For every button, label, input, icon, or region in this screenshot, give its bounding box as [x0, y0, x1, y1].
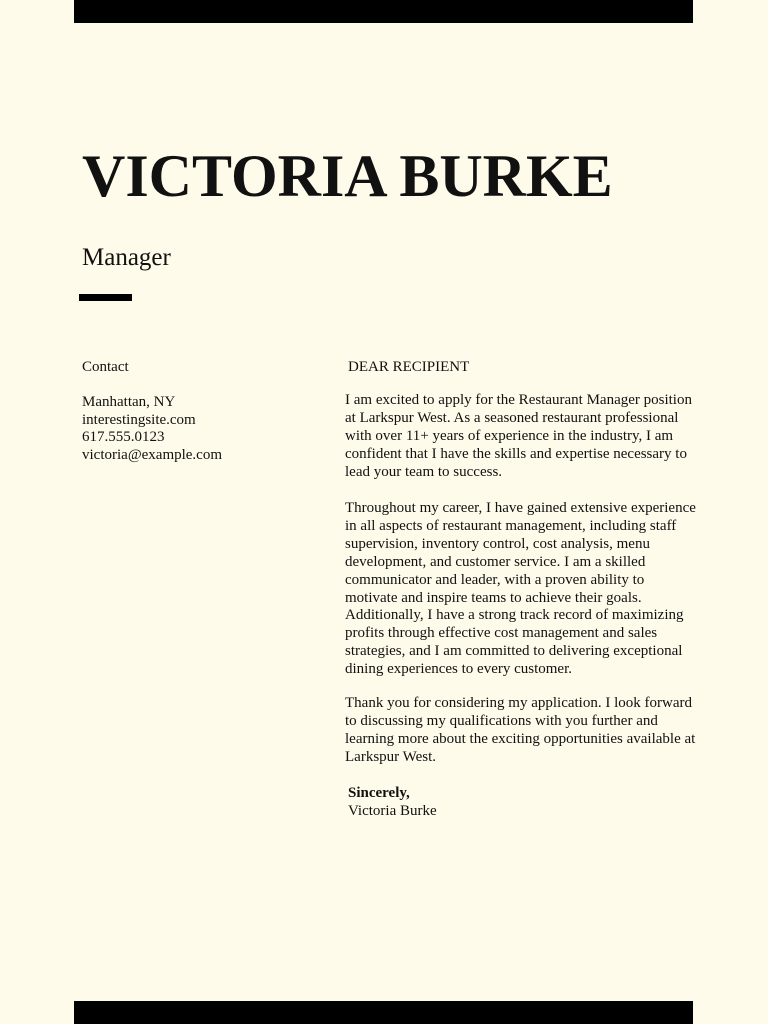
letter-paragraph-2: Throughout my career, I have gained extensive experience in all aspects of restaurant management, including staff supervision, inventory control, cost analysis, menu development, and customer service. I am a skilled communicator and leader, with a proven ability to motivate and inspire teams to achieve their goals. Additionally, I have a strong track record of maximizing profits through effective cost management and sales strategies, and I am committed to delivering exceptional dining experiences to every customer. [345, 500, 696, 678]
contact-heading: Contact [82, 359, 129, 375]
letter-closing: Sincerely, [348, 785, 410, 801]
accent-rule [79, 294, 132, 301]
letter-signature: Victoria Burke [348, 803, 437, 819]
letter-paragraph-3: Thank you for considering my application. I look forward to discussing my qualifications with you further and learning more about the exciting opportunities available at Larkspur West. [345, 695, 696, 765]
bottom-decorative-bar [74, 1001, 693, 1024]
contact-phone: 617.555.0123 [82, 429, 165, 445]
contact-location: Manhattan, NY [82, 394, 176, 410]
letter-paragraph-1: I am excited to apply for the Restaurant Manager position at Larkspur West. As a seasoned restaurant professional with over 11+ years of experience in the industry, I am confident that I have the skills and expertise necessary to lead your team to success. [345, 392, 692, 480]
candidate-name: VICTORIA BURKE [82, 143, 613, 209]
top-decorative-bar [74, 0, 693, 23]
contact-website: interestingsite.com [82, 412, 196, 428]
letter-greeting: DEAR RECIPIENT [348, 359, 470, 375]
contact-email: victoria@example.com [82, 447, 223, 463]
candidate-role: Manager [82, 244, 171, 271]
